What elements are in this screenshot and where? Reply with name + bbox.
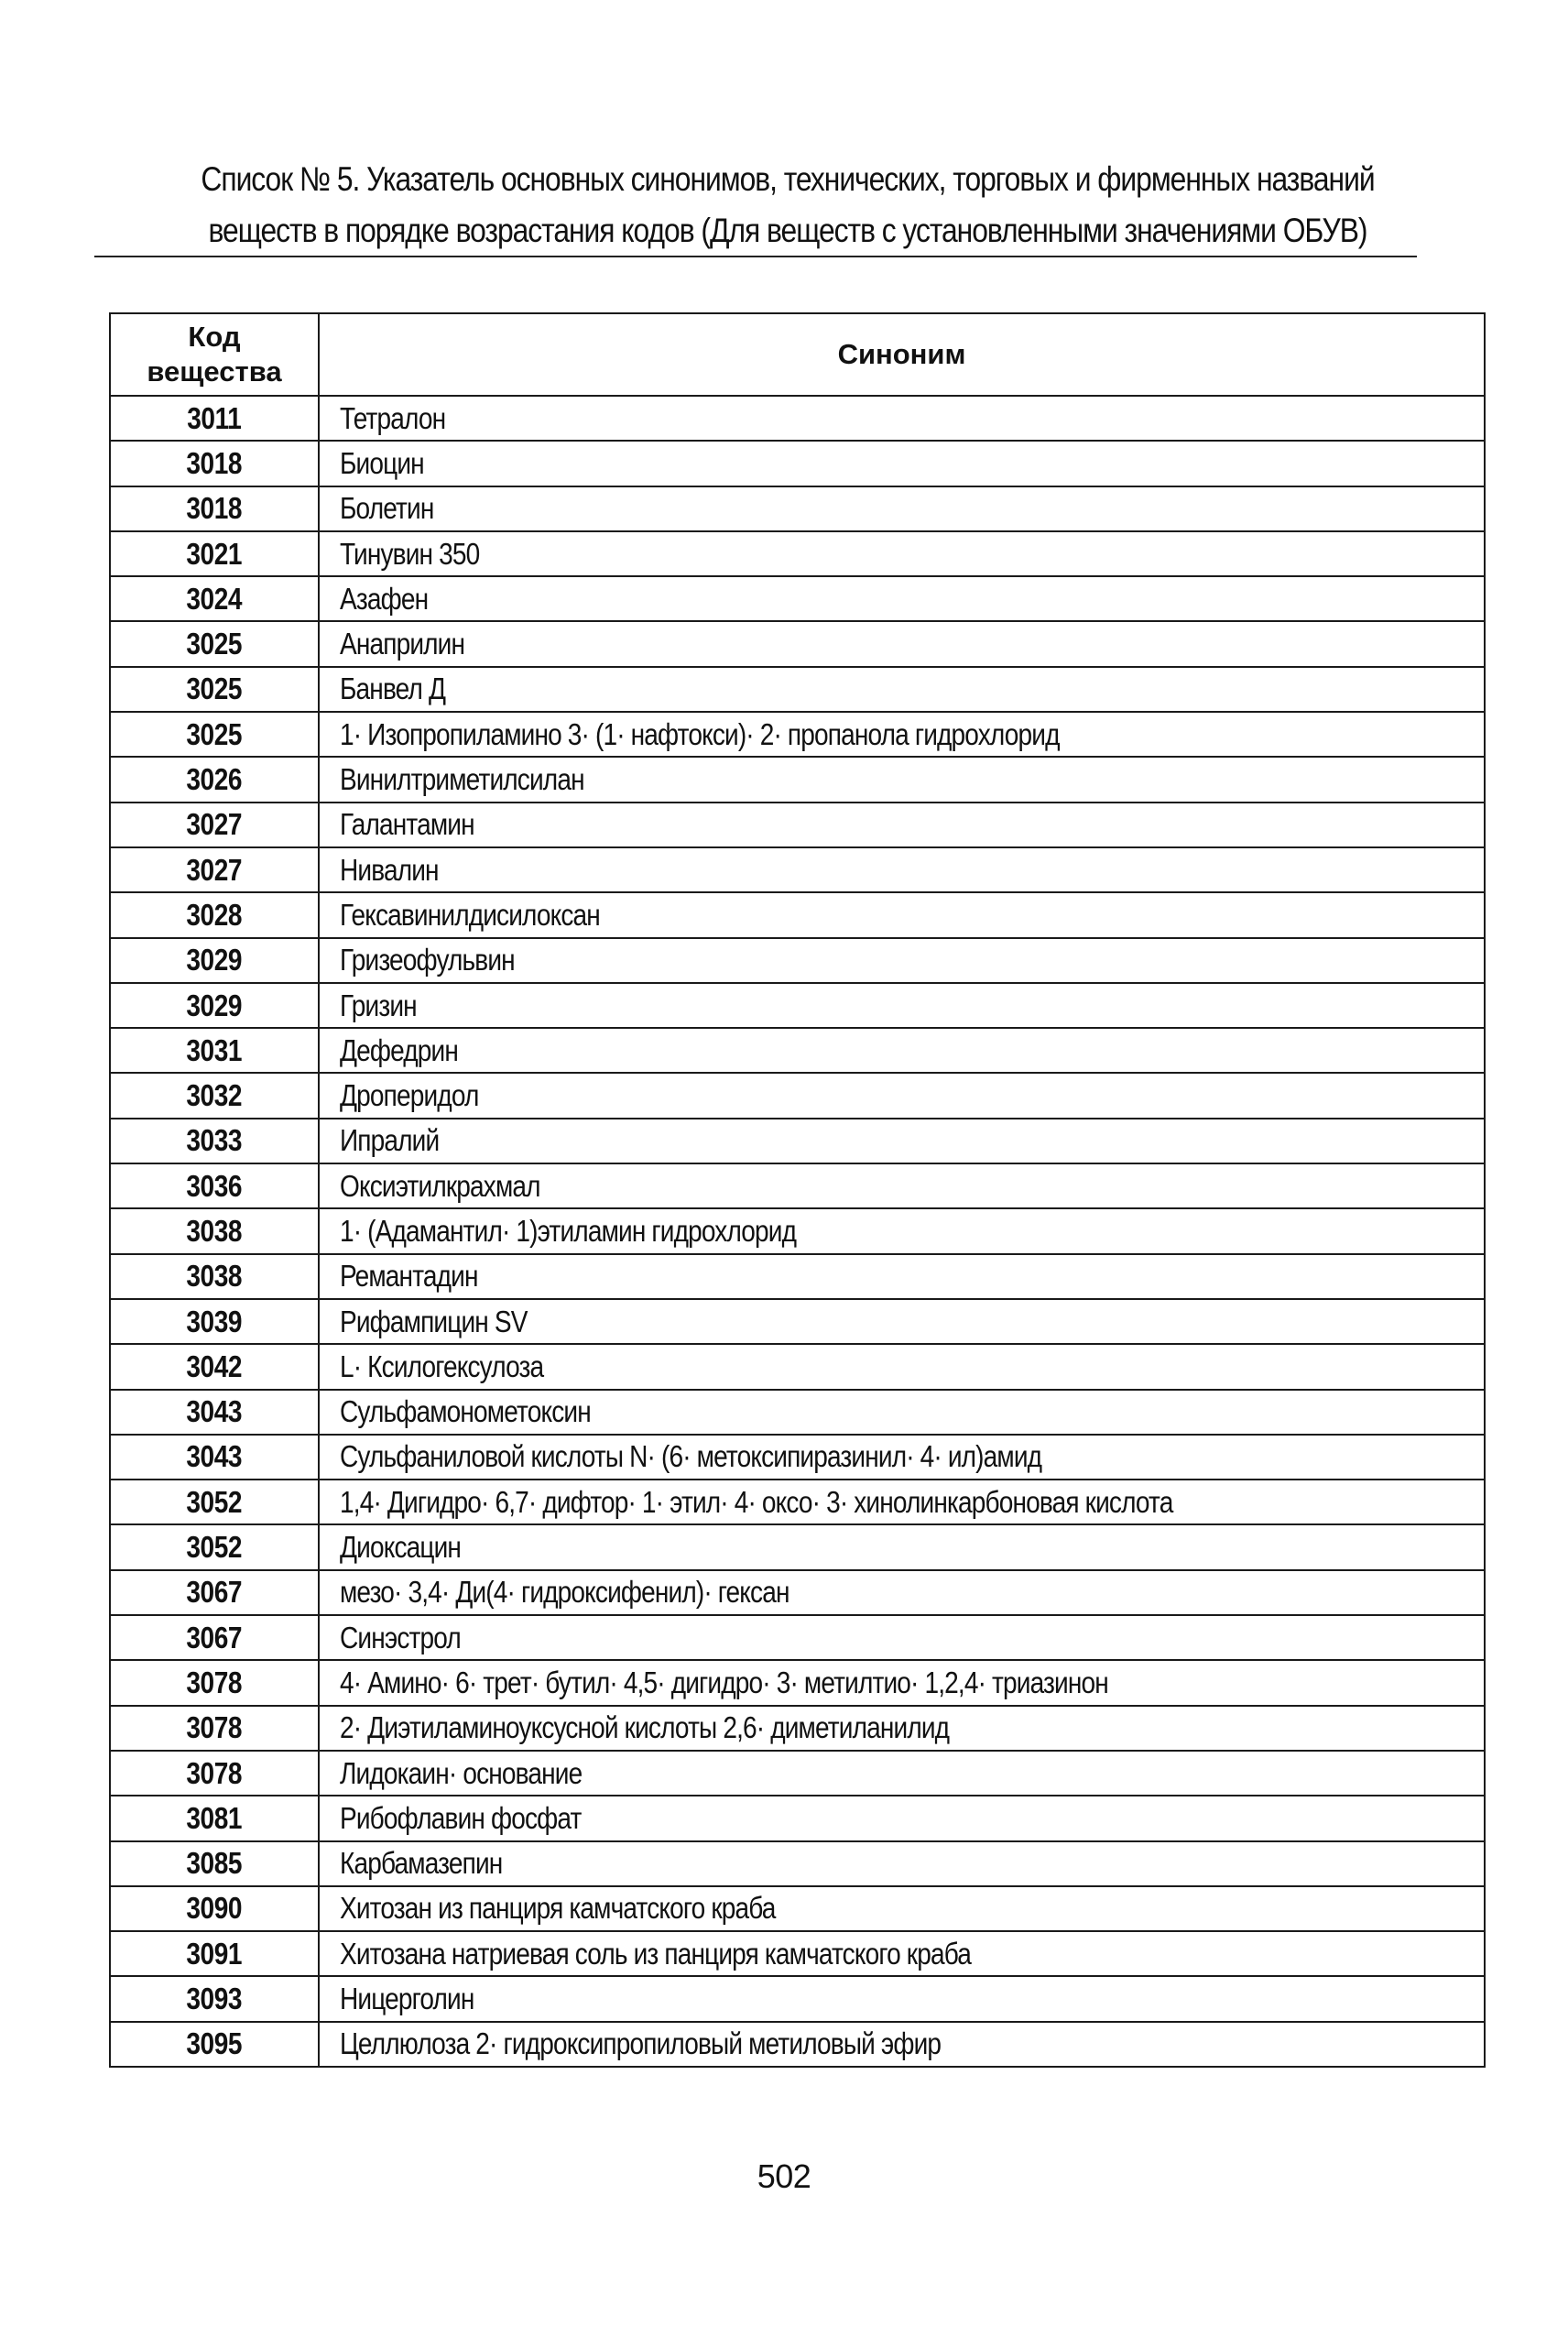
synonym-cell (319, 1796, 1485, 1840)
synonym-text: Хитозан из панциря камчатского краба (340, 1891, 776, 1926)
substance-code-cell (110, 1163, 319, 1208)
substance-code: 3093 (186, 1982, 243, 2016)
synonym-text: Банвел Д (340, 672, 446, 706)
table-row (110, 1931, 1485, 1976)
synonym-text: Рибофлавин фосфат (340, 1800, 582, 1835)
table-row (110, 1254, 1485, 1299)
table-row (110, 1976, 1485, 2021)
substance-code: 3078 (186, 1710, 243, 1745)
substance-code: 3027 (186, 852, 243, 887)
substance-code-cell (110, 576, 319, 621)
substance-code-cell (110, 441, 319, 486)
substance-code: 3025 (186, 627, 243, 661)
substance-code-cell (110, 396, 319, 441)
synonym-text: Ипралий (340, 1123, 440, 1158)
synonym-cell (319, 1751, 1485, 1796)
synonym-cell (319, 1299, 1485, 1344)
header-code (110, 313, 319, 396)
table-row (110, 621, 1485, 666)
substance-code: 3081 (186, 1800, 243, 1835)
substance-code: 3032 (186, 1078, 243, 1113)
synonym-text: Хитозана натриевая соль из панциря камчатского краба (340, 1936, 972, 1971)
substance-code-cell (110, 892, 319, 937)
substance-code-cell (110, 1751, 319, 1796)
substance-code: 3052 (186, 1530, 243, 1565)
substance-code-cell (110, 1796, 319, 1840)
substance-code-cell (110, 1028, 319, 1073)
substance-code: 3095 (186, 2026, 243, 2061)
synonym-cell (319, 1435, 1485, 1480)
synonym-cell (319, 1570, 1485, 1615)
synonym-text: 1· (Адамантил· 1)этиламин гидрохлорид (340, 1213, 797, 1248)
synonym-text: Карбамазепин (340, 1846, 503, 1881)
substance-code: 3025 (186, 672, 243, 706)
header-code-line-2: вещества (147, 355, 282, 388)
synonym-cell (319, 1706, 1485, 1751)
synonym-text: Биоцин (340, 445, 424, 480)
synonym-text: Синэстрол (340, 1620, 461, 1654)
table-row (110, 1119, 1485, 1163)
synonym-cell (319, 1524, 1485, 1569)
synonym-cell (319, 531, 1485, 576)
substance-code-cell (110, 531, 319, 576)
table-row (110, 531, 1485, 576)
table-row (110, 1435, 1485, 1480)
table-row (110, 1751, 1485, 1796)
table-row (110, 396, 1485, 441)
synonym-text: Диоксацин (340, 1530, 462, 1565)
substance-code-cell (110, 1073, 319, 1118)
synonym-cell (319, 667, 1485, 712)
table-header-row (110, 313, 1485, 396)
synonym-cell (319, 1028, 1485, 1073)
table-row (110, 1163, 1485, 1208)
title-underline (94, 256, 1417, 257)
table-row (110, 892, 1485, 937)
header-code-line-1: Код (188, 321, 241, 353)
substance-code-cell (110, 1976, 319, 2021)
substance-code: 3078 (186, 1755, 243, 1790)
substance-code: 3018 (186, 491, 243, 526)
synonym-text: 1,4· Дигидро· 6,7· дифтор· 1· этил· 4· оксо· 3· хинолинкарбоновая кислота (340, 1484, 1173, 1519)
synonym-cell (319, 983, 1485, 1028)
substance-code-cell (110, 1480, 319, 1524)
substance-code-cell (110, 847, 319, 892)
substance-code-cell (110, 938, 319, 983)
synonym-cell (319, 1931, 1485, 1976)
substance-code-cell (110, 2022, 319, 2067)
table-row (110, 1886, 1485, 1931)
page-number: 502 (757, 2157, 811, 2195)
header-synonym: Синоним (319, 313, 1485, 396)
synonym-cell (319, 1208, 1485, 1253)
table-body (110, 396, 1485, 2067)
substance-code: 3031 (186, 1032, 243, 1067)
synonym-cell (319, 621, 1485, 666)
substance-code-cell (110, 1570, 319, 1615)
synonym-cell (319, 1976, 1485, 2021)
substance-code: 3078 (186, 1665, 243, 1699)
substance-code: 3027 (186, 807, 243, 842)
substance-code: 3067 (186, 1620, 243, 1654)
synonym-text: Ницерголин (340, 1982, 474, 2016)
table-row (110, 1706, 1485, 1751)
table-row (110, 1344, 1485, 1389)
substance-code-cell (110, 1931, 319, 1976)
substance-code: 3042 (186, 1349, 243, 1383)
synonym-cell (319, 576, 1485, 621)
substance-code: 3038 (186, 1259, 243, 1294)
substance-code-cell (110, 1841, 319, 1886)
table-row (110, 712, 1485, 757)
substance-code: 3052 (186, 1484, 243, 1519)
table-row (110, 1796, 1485, 1840)
table-row (110, 1480, 1485, 1524)
substance-code: 3026 (186, 762, 243, 797)
synonym-text: Болетин (340, 491, 434, 526)
table-row (110, 757, 1485, 802)
synonym-text: Тетралон (340, 400, 446, 435)
synonym-cell (319, 1119, 1485, 1163)
synonym-cell (319, 1886, 1485, 1931)
synonym-text: Дефедрин (340, 1032, 458, 1067)
synonym-text: 1· Изопропиламино 3· (1· нафтокси)· 2· пропанола гидрохлорид (340, 716, 1060, 751)
synonym-cell (319, 757, 1485, 802)
substance-code: 3029 (186, 988, 243, 1022)
title-line-1: Список № 5. Указатель основных синонимов, технических, торговых и фирменных названий (201, 160, 1375, 198)
substance-code: 3090 (186, 1891, 243, 1926)
table-row (110, 576, 1485, 621)
synonym-text: Сульфаниловой кислоты N· (6· метоксипиразинил· 4· ил)амид (340, 1439, 1042, 1474)
substance-code-cell (110, 757, 319, 802)
synonym-text: Тинувин 350 (340, 536, 480, 571)
synonym-cell (319, 1615, 1485, 1660)
synonym-text: Рифампицин SV (340, 1304, 528, 1338)
table-row (110, 983, 1485, 1028)
synonym-cell (319, 803, 1485, 847)
synonym-text: Целлюлоза 2· гидроксипропиловый метиловый эфир (340, 2026, 942, 2061)
synonym-text: Анаприлин (340, 627, 465, 661)
substance-code-cell (110, 1615, 319, 1660)
table-row (110, 847, 1485, 892)
synonym-cell (319, 441, 1485, 486)
substance-code-cell (110, 1119, 319, 1163)
table-row (110, 1570, 1485, 1615)
substance-code: 3024 (186, 581, 243, 616)
substance-code: 3033 (186, 1123, 243, 1158)
substance-code: 3018 (186, 445, 243, 480)
substance-code-cell (110, 983, 319, 1028)
substance-code-cell (110, 1254, 319, 1299)
page-title (189, 154, 1386, 257)
synonym-text: 2· Диэтиламиноуксусной кислоты 2,6· диметиланилид (340, 1710, 950, 1745)
synonym-text: 4· Амино· 6· трет· бутил· 4,5· дигидро· 3· метилтио· 1,2,4· триазинон (340, 1665, 1108, 1699)
substance-code-cell (110, 1524, 319, 1569)
substance-code: 3036 (186, 1168, 243, 1203)
substance-code: 3028 (186, 897, 243, 932)
substance-code-cell (110, 621, 319, 666)
synonym-text: Гризин (340, 988, 417, 1022)
synonym-cell (319, 1390, 1485, 1435)
substance-code: 3067 (186, 1575, 243, 1610)
synonym-cell (319, 1163, 1485, 1208)
substance-code-cell (110, 486, 319, 531)
substance-code-cell (110, 1390, 319, 1435)
table-row (110, 486, 1485, 531)
substance-code: 3039 (186, 1304, 243, 1338)
substance-code-cell (110, 667, 319, 712)
substance-code-cell (110, 712, 319, 757)
synonym-text: Дроперидол (340, 1078, 479, 1113)
substance-code: 3085 (186, 1846, 243, 1881)
substance-code: 3021 (186, 536, 243, 571)
substance-code: 3043 (186, 1439, 243, 1474)
substance-code-cell (110, 1208, 319, 1253)
table-row (110, 1028, 1485, 1073)
synonym-text: мезо· 3,4· Ди(4· гидроксифенил)· гексан (340, 1575, 789, 1610)
synonym-cell (319, 1073, 1485, 1118)
synonym-text: Ремантадин (340, 1259, 478, 1294)
synonym-cell (319, 1660, 1485, 1705)
table-row (110, 1073, 1485, 1118)
substance-code: 3025 (186, 716, 243, 751)
table-row (110, 803, 1485, 847)
synonym-cell (319, 2022, 1485, 2067)
substance-code: 3038 (186, 1213, 243, 1248)
substance-code-cell (110, 803, 319, 847)
substance-code-cell (110, 1660, 319, 1705)
synonym-cell (319, 1480, 1485, 1524)
table-row (110, 1524, 1485, 1569)
synonym-text: Галантамин (340, 807, 474, 842)
substance-code: 3011 (187, 400, 242, 435)
substance-code: 3029 (186, 943, 243, 977)
table-row (110, 1208, 1485, 1253)
table-row (110, 938, 1485, 983)
table-row (110, 2022, 1485, 2067)
synonym-cell (319, 396, 1485, 441)
synonym-text: Гризеофульвин (340, 943, 515, 977)
table-row (110, 1299, 1485, 1344)
substance-code-cell (110, 1299, 319, 1344)
table-row (110, 1841, 1485, 1886)
synonym-cell (319, 1841, 1485, 1886)
synonym-text: Оксиэтилкрахмал (340, 1168, 540, 1203)
synonym-table (109, 312, 1486, 2068)
synonym-text: Винилтриметилсилан (340, 762, 584, 797)
synonym-text: Азафен (340, 581, 429, 616)
substance-code: 3091 (186, 1936, 243, 1971)
substance-code-cell (110, 1435, 319, 1480)
synonym-cell (319, 938, 1485, 983)
synonym-text: Лидокаин· основание (340, 1755, 583, 1790)
synonym-cell (319, 1254, 1485, 1299)
substance-code-cell (110, 1344, 319, 1389)
table-row (110, 1660, 1485, 1705)
table-row (110, 667, 1485, 712)
table-row (110, 1615, 1485, 1660)
table-row (110, 1390, 1485, 1435)
synonym-text: Сульфамонометоксин (340, 1394, 591, 1429)
synonym-text: Гексавинилдисилоксан (340, 897, 600, 932)
substance-code-cell (110, 1706, 319, 1751)
synonym-cell (319, 1344, 1485, 1389)
synonym-cell (319, 847, 1485, 892)
synonym-text: L· Ксилогексулоза (340, 1349, 544, 1383)
substance-code: 3043 (186, 1394, 243, 1429)
synonym-cell (319, 712, 1485, 757)
title-line-2: веществ в порядке возрастания кодов (Для веществ с установленными значениями ОБУВ) (208, 212, 1367, 249)
synonym-cell (319, 892, 1485, 937)
substance-code-cell (110, 1886, 319, 1931)
table-row (110, 441, 1485, 486)
synonym-cell (319, 486, 1485, 531)
synonym-text: Нивалин (340, 852, 439, 887)
